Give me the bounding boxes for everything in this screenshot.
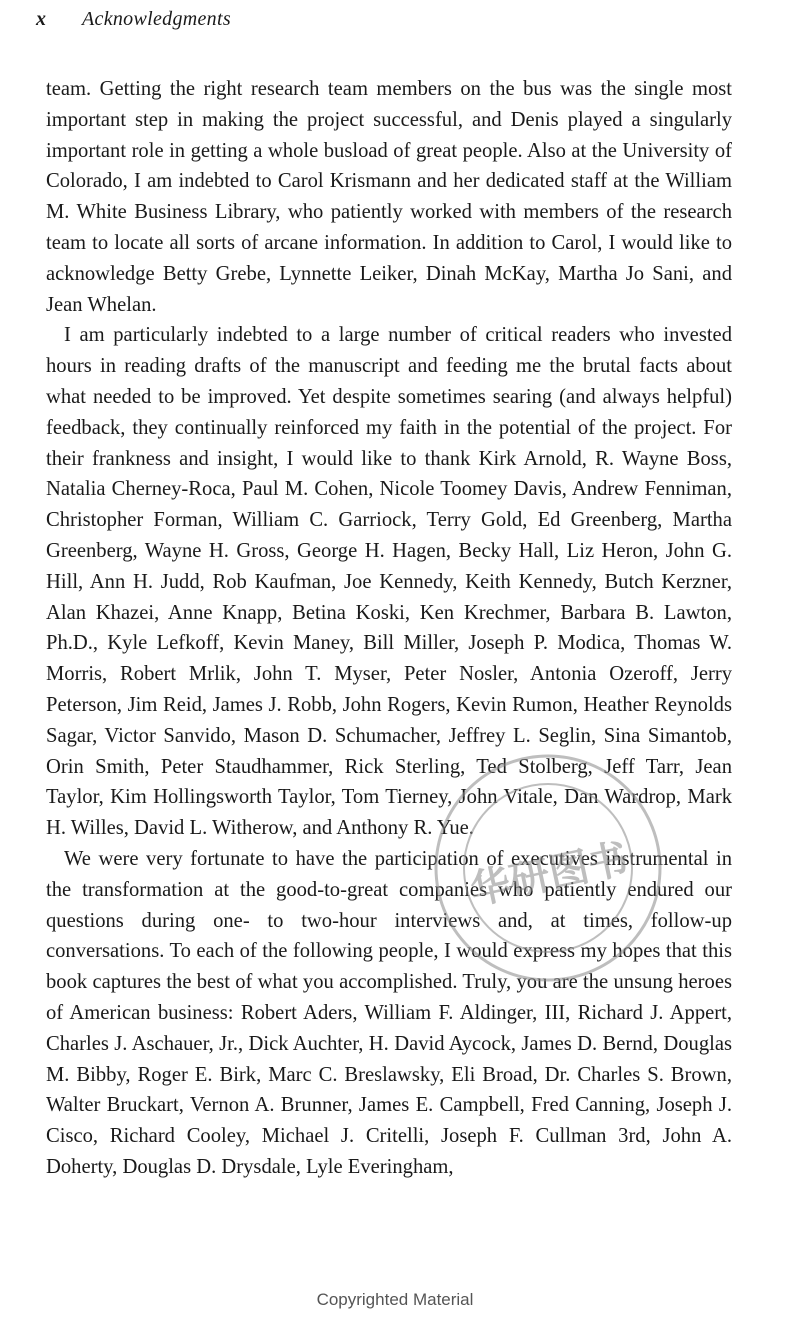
paragraph: I am particularly indebted to a large number of critical readers who invested hours in reading drafts of the manuscript and feeding me the brutal facts about what needed to be improved. Yet despite sometimes searing (and always helpful) feedback, they continually reinforced my faith in the potential of the project. For their frankness and insight, I would like to thank Kirk Arnold, R. Wayne Boss, Natalia Cherney-Roca, Paul M. Cohen, Nicole Toomey Davis, Andrew Fenniman, Christopher Forman, William C. Garriock, Terry Gold, Ed Greenberg, Martha Greenberg, Wayne H. Gross, George H. Hagen, Becky Hall, Liz Heron, John G. Hill, Ann H. Judd, Rob Kaufman, Joe Kennedy, Keith Kennedy, Butch Kerzner, Alan Khazei, Anne Knapp, Betina Koski, Ken Krechmer, Barbara B. Lawton, Ph.D., Kyle Lefkoff, Kevin Maney, Bill Miller, Joseph P. Modica, Thomas W. Morris, Robert Mrlik, John T. Myser, Peter Nosler, Antonia Ozeroff, Jerry Peterson, Jim Reid, James J. Robb, John Rogers, Kevin Rumon, Heather Reynolds Sagar, Victor Sanvido, Mason D. Schumacher, Jeffrey L. Seglin, Sina Simantob, Orin Smith, Peter Staudhammer, Rick Sterling, Ted Stolberg, Jeff Tarr, Jean Taylor, Kim Hollingsworth Taylor, Tom Tierney, John Vitale, Dan Wardrop, Mark H. Willes, David L. Witherow, and Anthony R. Yue.: [46, 324, 732, 840]
body-text: [46, 74, 732, 1183]
paragraph: We were very fortunate to have the participation of executives instrumental in the transformation at the good-to-great companies who patiently endured our questions during one- to two-hour interviews and, at times, follow-up conversations. To each of the following people, I would express my hopes that this book captures the best of what you accomplished. Truly, you are the unsung heroes of American business: Robert Aders, William F. Aldinger, III, Richard J. Appert, Charles J. Aschauer, Jr., Dick Auchter, H. David Aycock, James D. Bernd, Douglas M. Bibby, Roger E. Birk, Marc C. Breslawsky, Eli Broad, Dr. Charles S. Brown, Walter Bruckart, Vernon A. Brunner, James E. Campbell, Fred Canning, Joseph J. Cisco, Richard Cooley, Michael J. Critelli, Joseph F. Cullman 3rd, John A. Doherty, Douglas D. Drysdale, Lyle Everingham,: [46, 847, 732, 1178]
running-head-title: Acknowledgments: [82, 8, 231, 30]
copyright-footer: Copyrighted Material: [316, 1290, 474, 1309]
running-head: [36, 8, 231, 31]
paragraph: team. Getting the right research team members on the bus was the single most important step in making the project successful, and Denis played a singularly important role in getting a whole busload of great people. Also at the University of Colorado, I am indebted to Carol Krismann and her dedicated staff at the William M. White Business Library, who patiently worked with members of the research team to locate all sorts of arcane information. In addition to Carol, I would like to acknowledge Betty Grebe, Lynnette Leiker, Dinah McKay, Martha Jo Sani, and Jean Whelan.: [46, 78, 732, 316]
watermark-text: 华研图书: [466, 835, 633, 914]
page-folio: x: [36, 8, 47, 30]
